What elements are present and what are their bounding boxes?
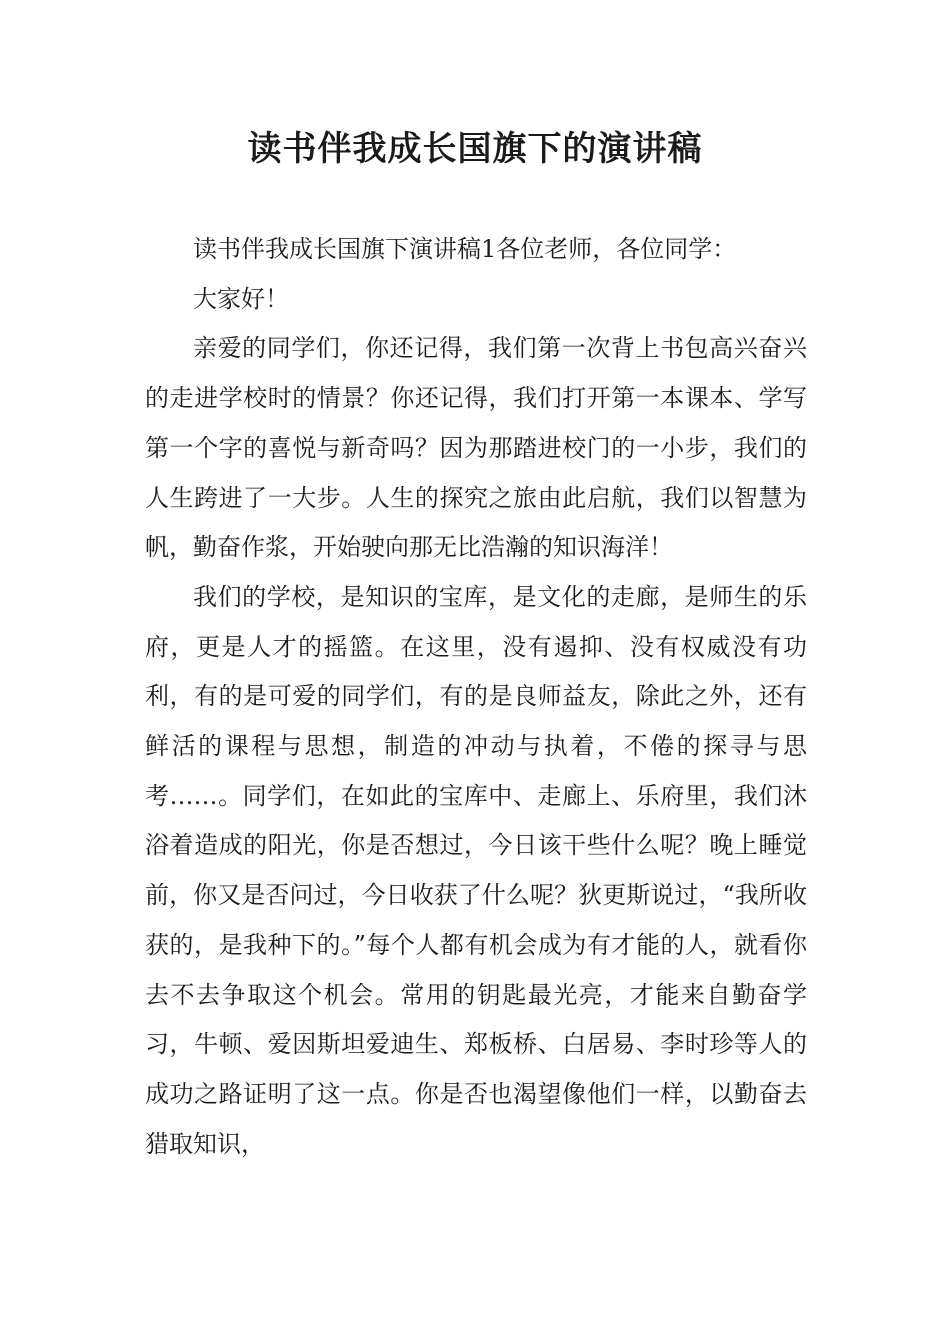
- paragraph-greeting-line: 读书伴我成长国旗下演讲稿1各位老师，各位同学：: [193, 235, 737, 263]
- document-title: 读书伴我成长国旗下的演讲稿: [247, 129, 703, 169]
- document-body: [145, 225, 807, 1169]
- paragraph-first-day: 亲爱的同学们，你还记得，我们第一次背上书包高兴奋兴的走进学校时的情景？你还记得，我们打开第一本课本、学写第一个字的喜悦与新奇吗？因为那踏进校门的一小步，我们的人生跨进了一大步。人生的探究之旅由此启航，我们以智慧为帆，勤奋作浆，开始驶向那无比浩瀚的知识海洋！: [145, 334, 807, 562]
- paragraph-hello: 大家好！: [193, 284, 289, 313]
- paragraph-our-school: 我们的学校，是知识的宝库，是文化的走廊，是师生的乐府，更是人才的摇篮。在这里，没有遏抑、没有权威没有功利，有的是可爱的同学们，有的是良师益友，除此之外，还有鲜活的课程与思想，制造的冲动与执着，不倦的探寻与思考……。同学们，在如此的宝库中、走廊上、乐府里，我们沐浴着造成的阳光，你是否想过，今日该干些什么呢？晚上睡觉前，你又是否问过，今日收获了什么呢？狄更斯说过，“我所收获的，是我种下的。”每个人都有机会成为有才能的人，就看你去不去争取这个机会。常用的钥匙最光亮，才能来自勤奋学习，牛顿、爱因斯坦爱迪生、郑板桥、白居易、李时珍等人的成功之路证明了这一点。你是否也渴望像他们一样，以勤奋去猎取知识，: [145, 582, 807, 1158]
